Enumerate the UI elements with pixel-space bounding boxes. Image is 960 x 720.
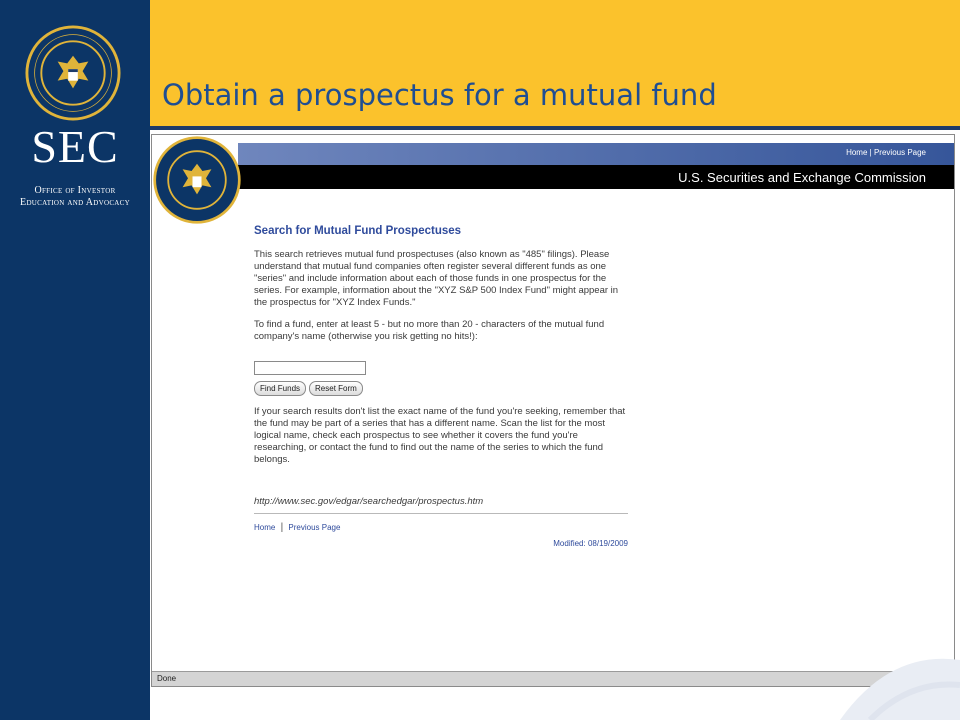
slide-sidebar	[0, 0, 150, 720]
office-label-line2: Education and Advocacy	[20, 197, 130, 208]
status-text: Done	[157, 674, 177, 683]
intro-paragraph: This search retrieves mutual fund prospectuses (also known as "485" filings). Please understand that mutual fund companies often register several different funds as one "series" and include information about each of those funds in one prospectus for the series. For example, information about the "XYZ S&P 500 Index Fund" might appear in the prospectus for "XYZ Index Funds."	[254, 249, 619, 308]
page-heading: Search for Mutual Fund Prospectuses	[254, 225, 462, 237]
page-url-text: http://www.sec.gov/edgar/searchedgar/prospectus.htm	[254, 496, 484, 507]
footer-home-link[interactable]: Home	[254, 523, 276, 532]
find-funds-button[interactable]: Find Funds	[254, 381, 306, 396]
nav-separator: |	[869, 148, 872, 157]
office-label-line1: Office of Investor	[34, 185, 116, 196]
fund-search-input[interactable]	[254, 361, 366, 375]
sec-header-title: U.S. Securities and Exchange Commission	[678, 170, 926, 185]
title-divider	[150, 126, 960, 130]
instruction-paragraph: To find a fund, enter at least 5 - but no more than 20 - characters of the mutual fund company's name (otherwise you risk getting no hits!):	[254, 319, 605, 342]
sec-wordmark: SEC	[31, 121, 119, 172]
sec-seal-icon	[25, 25, 121, 121]
sec-header-band	[238, 165, 954, 189]
search-buttons	[254, 381, 628, 396]
main-content	[254, 225, 628, 548]
slide-title: Obtain a prospectus for a mutual fund	[162, 78, 717, 112]
footer-divider	[254, 513, 628, 514]
footer-previous-link[interactable]: Previous Page	[288, 523, 341, 532]
footer-separator: |	[280, 522, 284, 533]
browser-window	[151, 134, 955, 687]
modified-date: Modified: 08/19/2009	[553, 539, 628, 548]
nav-home-link[interactable]: Home	[846, 148, 868, 157]
seal-watermark-icon	[820, 640, 960, 720]
footer-links	[254, 522, 628, 533]
top-nav-strip	[238, 143, 954, 165]
reset-form-button[interactable]: Reset Form	[309, 381, 363, 396]
top-nav-links	[846, 148, 926, 157]
nav-previous-link[interactable]: Previous Page	[873, 148, 926, 157]
sec-seal-icon	[152, 135, 242, 225]
help-paragraph: If your search results don't list the exact name of the fund you're seeking, remember that the fund may be part of a series that has a different name. Scan the list for the most logical name, check each prospectus to see whether it covers the fund you're researching, or contact the fund to find out the name of the series to which the fund belongs.	[254, 406, 626, 465]
